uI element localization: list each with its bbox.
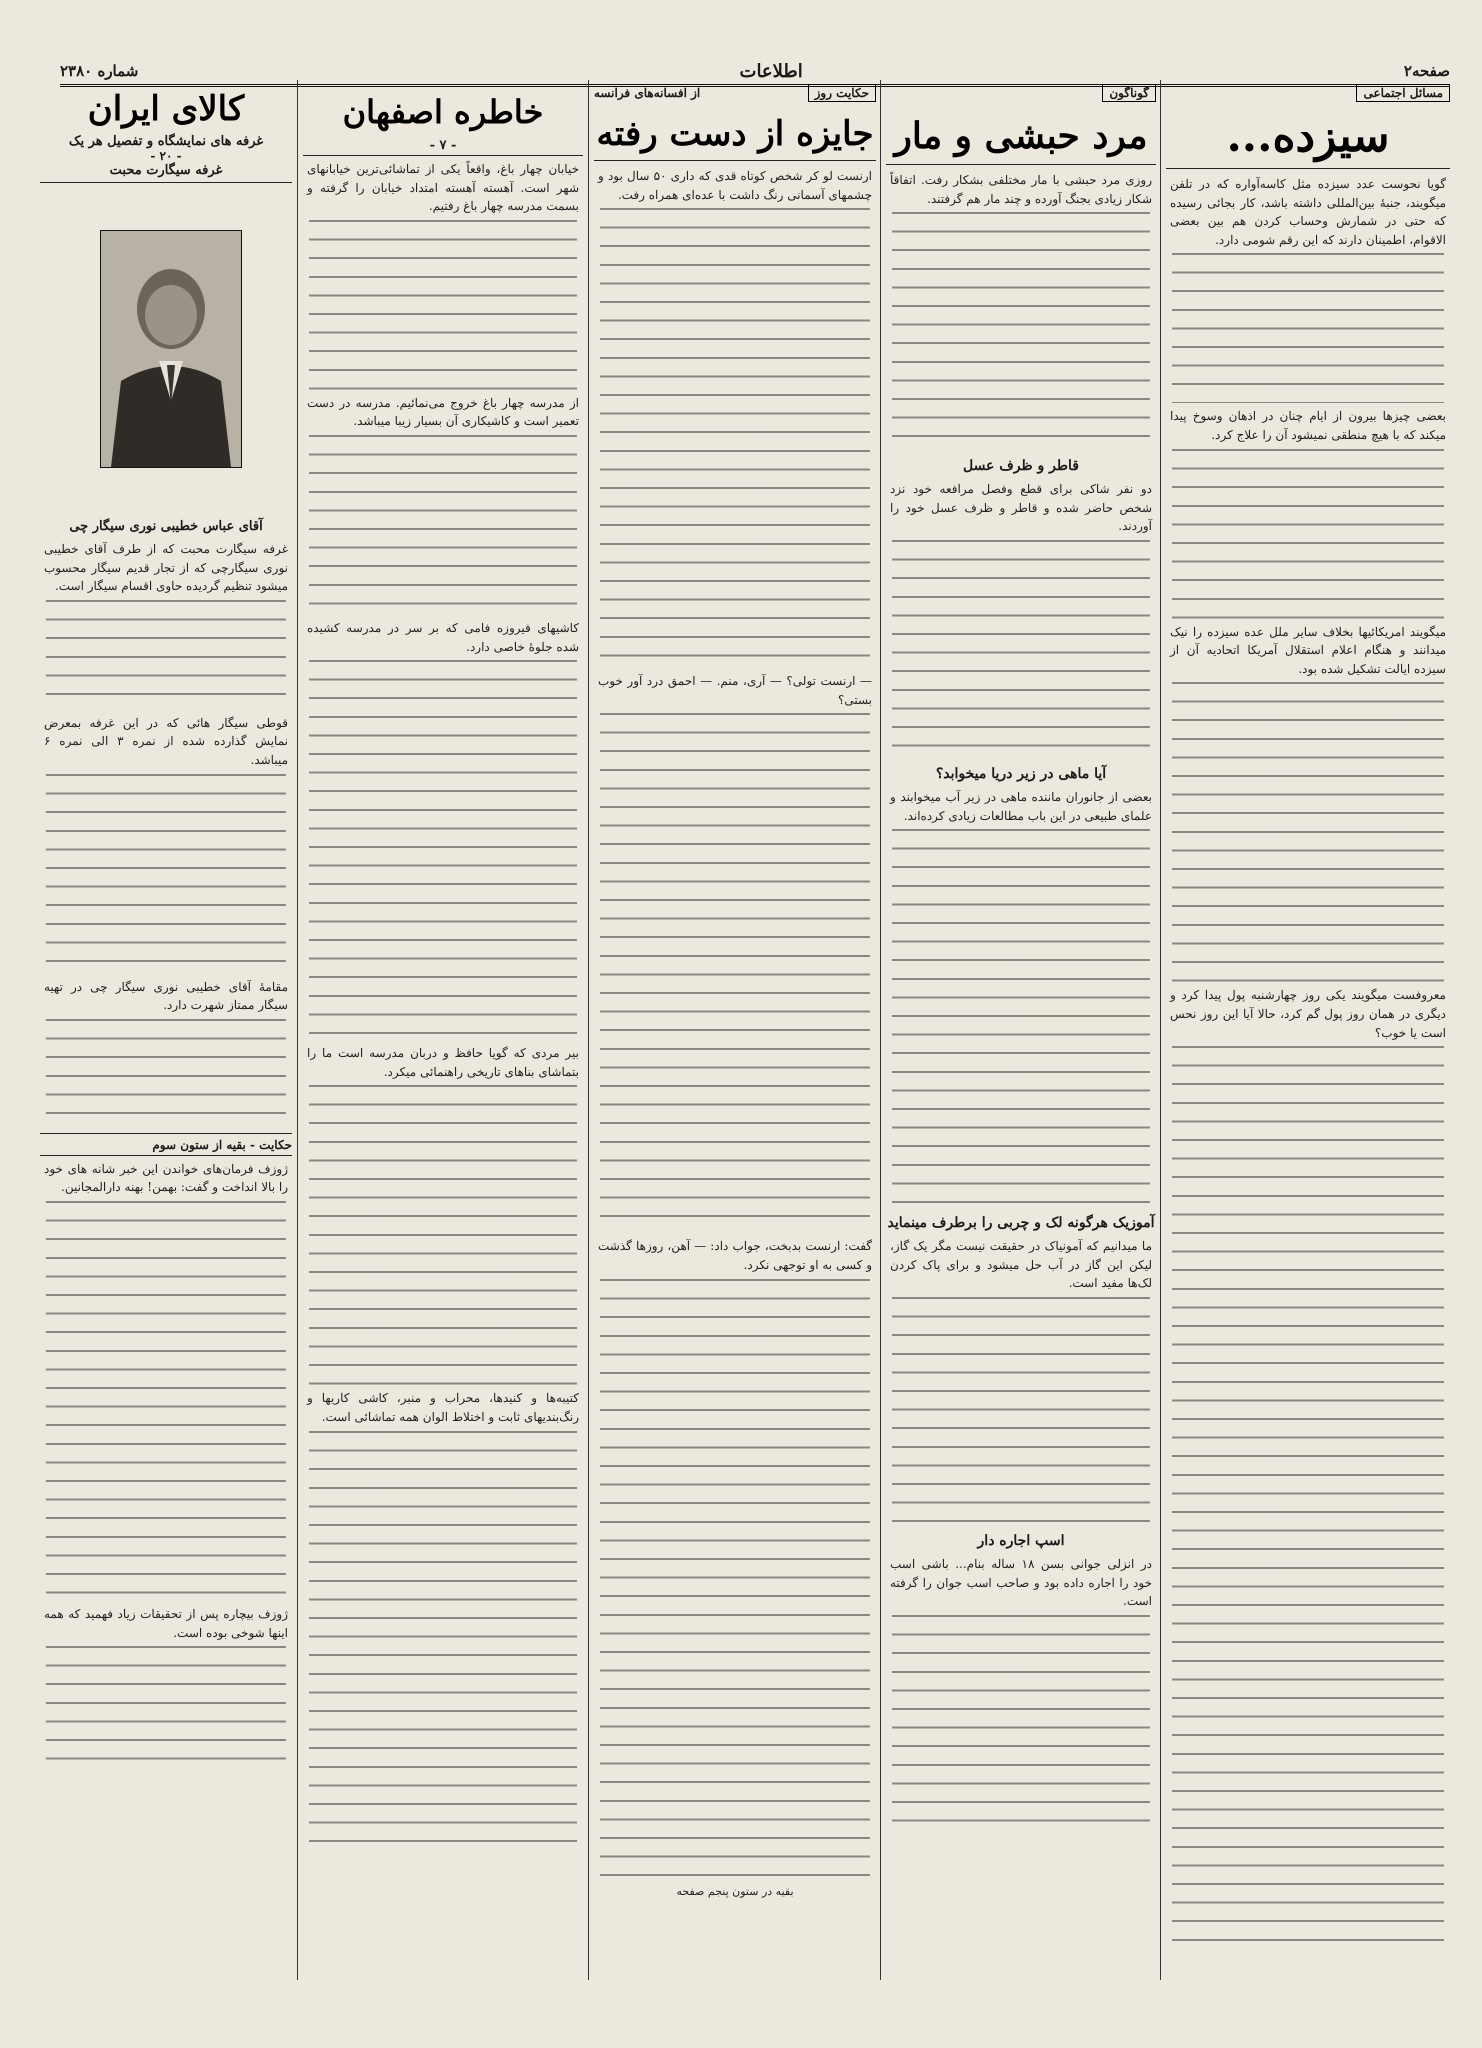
subheading: غرفه سیگارت محبت (40, 163, 292, 183)
text-block (892, 540, 1150, 760)
section-label-misc: گوناگون (1102, 84, 1156, 102)
article-title-esfahan: خاطره اصفهان (342, 93, 544, 131)
photo-caption: آقای عباس خطیبی نوری سیگار چی (69, 519, 263, 534)
column-kala (40, 80, 292, 1980)
subheading: آیا ماهی در زیر دریا میخوابد؟ (935, 765, 1107, 782)
section-label-social: مسائل اجتماعی (1356, 84, 1450, 102)
subheading: غرفه های نمایشگاه و تفصیل هر یک (68, 134, 264, 149)
paragraph: قوطی سیگار هائی که در این غرفه بمعرض نمایش گذارده شده از نمره ۳ الی نمره ۶ میباشد. (44, 715, 288, 767)
paragraph: — ارنست تولی؟ — آری، منم. — احمق درد آور خوب بستی؟ (598, 674, 872, 707)
text-block (892, 1297, 1150, 1527)
text-block (600, 1279, 870, 1879)
paragraph: مقامهٔ آقای خطیبی نوری سیگار چی در تهیه سیگار ممتاز شهرت دارد. (44, 979, 288, 1013)
paragraph: بعضی چیزها بیرون از ایام چنان در اذهان وسوخ پیدا میکند که با هیچ منطقی نمیشود آن را علاج کرد. (1170, 409, 1446, 442)
text-block (46, 1019, 286, 1129)
article-part-number: - ۷ - (303, 138, 583, 156)
text-block (1172, 1046, 1444, 1946)
subheading: قاطر و ظرف عسل (962, 458, 1080, 475)
text-block (309, 1085, 577, 1385)
subheading: آموزیک هرگونه لک و چربی را برطرف مینماید (887, 1215, 1155, 1232)
paragraph: از مدرسه چهار باغ خروج می‌نمائیم. مدرسه در دست تعمیر است و کاشیکاری آن بسیار زیبا میباشد. (307, 395, 579, 429)
portrait-photo (100, 230, 242, 468)
box-label-story: حکایت روز (808, 84, 876, 102)
column-social (1166, 80, 1450, 1980)
text-block (46, 1646, 286, 1766)
text-block (1172, 682, 1444, 982)
paragraph: ژوزف بیچاره پس از تحقیقات زیاد فهمید که همه اینها شوخی بوده است. (44, 1606, 288, 1640)
story-kicker: از افسانه‌های فرانسه (594, 86, 701, 100)
story-continuation-label: حکایت - بقیه از ستون سوم (40, 1138, 292, 1156)
portrait-image (101, 231, 241, 467)
article-part-number: - ۲۰ - (150, 149, 182, 163)
article-title-sizdah: سیزده... (1166, 106, 1450, 169)
page-number: صفحه۲ (1403, 62, 1450, 80)
text-block (309, 660, 577, 1040)
column-esfahan (303, 80, 583, 1980)
paragraph: بیر مردی که گویا حافظ و دربان مدرسه است ما را بتماشای بناهای تاریخی راهنمائی میکرد. (307, 1046, 579, 1079)
text-block (309, 220, 577, 390)
paragraph: کاشیهای فیروزه فامی که بر سر در مدرسه کشیده شده جلوهٔ خاصی دارد. (307, 620, 579, 654)
continued-note: بقیه در ستون پنجم صفحه (676, 1884, 794, 1898)
text-block (46, 1201, 286, 1601)
text-block (1172, 253, 1444, 403)
text-block (892, 829, 1150, 1209)
text-block (600, 208, 870, 668)
issue-number: شماره ۲۳۸۰ (60, 62, 139, 80)
article-title-habashi: مرد حبشی و مار (886, 108, 1156, 165)
paragraph: دو نفر شاکی برای قطع وفصل مرافعه خود نزد شخص حاضر شده و قاطر و ظرف عسل خود را آوردند. (890, 482, 1152, 534)
text-block (600, 713, 870, 1233)
paragraph: بعضی از جانوران ماننده ماهی در زیر آب میخوابند و علمای طبیعی در این باب مطالعات زیادی کرده‌اند. (890, 789, 1152, 823)
paper-name: اطلاعات (739, 60, 803, 82)
paragraph: خیابان چهار باغ، واقعاً یکی از تماشائی‌ترین خیابانهای شهر است. آهسته آهسته امتداد خیابان را گرفته و بسمت مدرسه چهار باغ رفتیم. (307, 162, 579, 214)
column-story (594, 80, 876, 1980)
article-title-kala: کالای ایران (87, 89, 245, 129)
paragraph: میگویند امریکائیها بخلاف سایر ملل عده سیزده را نیک میدانند و هنگام اعلام استقلال آمریکا اتحادیه آن از سیزده ایالت تشکیل شده بود. (1170, 624, 1446, 676)
paragraph: غرفه سیگارت محبت که از طرف آقای خطیبی نوری سیگارچی که از تجار قدیم سیگار محسوب میشود تنظیم گردیده حاوی اقسام سیگار است. (44, 542, 288, 594)
paragraph: روزی مرد حبشی با مار مختلفی بشکار رفت. اتفاقاً شکار زیادی بجنگ آورده و چند مار هم گرفتند. (890, 173, 1152, 206)
paragraph: معروفست میگویند یکی روز چهارشنبه پول پیدا کرد و دیگری در همان روز پول گم کرد، حالا آیا این روز نحس است یا خوب؟ (1170, 988, 1446, 1040)
text-block (1172, 449, 1444, 619)
subheading: اسپ اجاره دار (977, 1532, 1065, 1549)
text-block (892, 1615, 1150, 1835)
paragraph: ما میدانیم که آمونیاک در حقیقت نیست مگر یک گاز، لیکن این گاز در آب حل میشود و برای پاک کردن لک‌ها مفید است. (890, 1239, 1152, 1291)
paragraph: ارنست لو کر شخص کوتاه قدی که داری ۵۰ سال بود و چشمهای آسمانی رنگ داشت با عده‌ای همراه رفت. (598, 169, 872, 202)
paragraph: کتیبه‌ها و کنیدها، محراب و منبر، کاشی کاریها و رنگ‌بندیهای ثابت و اختلاط الوان همه تماشائی است. (307, 1391, 579, 1424)
text-block (46, 600, 286, 710)
text-block (309, 435, 577, 615)
paragraph: ژوزف فرمان‌های خواندن این خبر شانه های خود را بالا انداخت و گفت: بهمن! بهنه دارالمجانین. (44, 1161, 288, 1195)
paragraph: گفت: ارنست بدبخت، جواب داد: — آهن، روزها گذشت و کسی به او توجهی نکرد. (598, 1239, 872, 1272)
paragraph: گویا نحوست عدد سیزده مثل کاسه‌آواره که در تلفن میگویند، جنبهٔ بین‌المللی داشته باشد، کار بجائی رسیده که حتی در شمارش وحساب کردن هم بین بعضی الاقوام، اطمینان دارند که این رقم شومی دارد. (1170, 177, 1446, 247)
paragraph: در انزلی جوانی بسن ۱۸ ساله بنام... باشی اسب خود را اجاره داده بود و صاحب اسب جوان را گرفته است. (890, 1556, 1152, 1609)
article-title-jayezeh: جایزه از دست رفته (594, 108, 876, 161)
text-block (309, 1431, 577, 1851)
column-miscellany (886, 80, 1156, 1980)
text-block (46, 774, 286, 974)
text-block (892, 212, 1150, 452)
